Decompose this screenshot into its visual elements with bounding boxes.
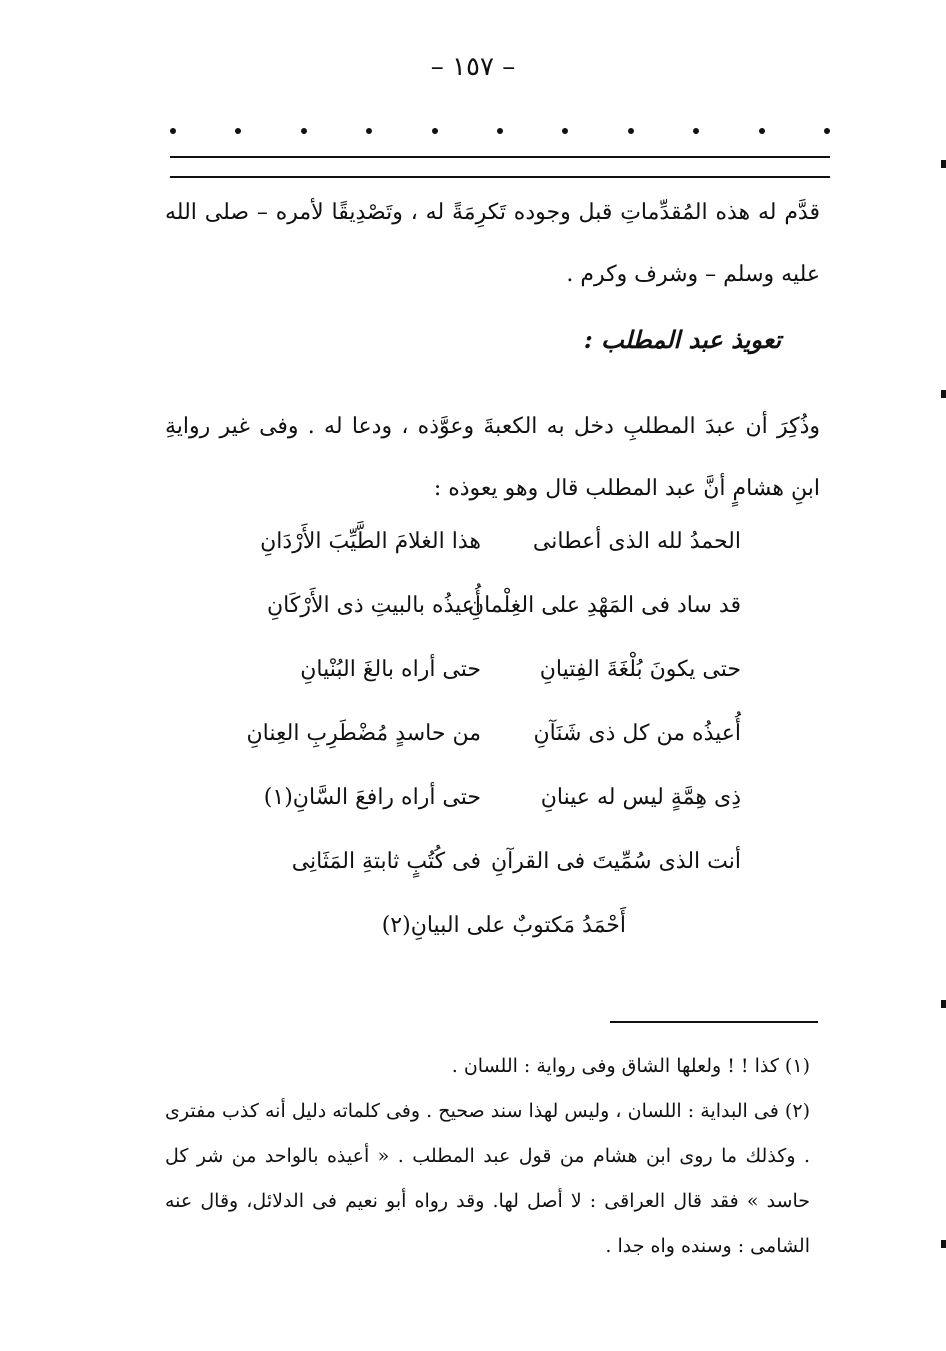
verse-hemistich-right: ذِى هِمَّةٍ ليس له عينانِ xyxy=(540,785,741,810)
verse-hemistich-left: من حاسدٍ مُضْطَرِبِ العِنانِ xyxy=(246,721,481,746)
footnotes xyxy=(165,1044,810,1269)
verse-hemistich-left: هذا الغلامَ الطَّيِّبَ الأَرْدَانِ xyxy=(260,529,481,554)
body-paragraph: وذُكِرَ أن عبدَ المطلبِ دخل به الكعبةَ وعوَّذه ، ودعا له . وفى غير روايةِ ابنِ هشامٍ أنَّ عبد المطلب قال وهو يعوذه : xyxy=(165,414,820,501)
section-heading: تعويذ عبد المطلب : xyxy=(583,325,781,354)
page-number: – ١٥٧ – xyxy=(430,52,516,82)
separator-dot xyxy=(170,128,176,134)
separator-dot xyxy=(693,128,699,134)
separator-dot xyxy=(432,128,438,134)
separator-dot xyxy=(497,128,503,134)
separator-dot xyxy=(759,128,765,134)
verse-line xyxy=(0,579,946,643)
verse-line xyxy=(0,835,946,899)
verse-line xyxy=(0,643,946,707)
footnote: (١) كذا ! ! ولعلها الشاق وفى رواية : اللسان . xyxy=(451,1055,810,1077)
footnote: (٢) فى البداية : اللسان ، وليس لهذا سند صحيح . وفى كلماته دليل أنه كذب مفترى . وكذلك ما روى ابن هشام من قول عبد المطلب . « أعيذه بالواحد من شر كل حاسد » فقد قال العراقى : لا أصل لها. وقد رواه أبو نعيم فى الدلائل، وقال عنه الشامى : وسنده واه جدا . xyxy=(165,1100,810,1257)
poem xyxy=(0,515,946,963)
verse-hemistich-right: الحمدُ لله الذى أعطانى xyxy=(532,529,741,554)
separator-dots xyxy=(170,128,830,134)
separator-dot xyxy=(562,128,568,134)
verse-line xyxy=(0,771,946,835)
footnote-rule xyxy=(610,1021,818,1023)
separator-dot xyxy=(628,128,634,134)
verse-line xyxy=(0,515,946,579)
intro-paragraph: قدَّم له هذه المُقدِّماتِ قبل وجوده تَكرِمَةً له ، وتَصْدِيقًا لأمره – صلى الله عليه وسلم – وشرف وكرم . xyxy=(165,200,820,287)
edge-mark xyxy=(941,1000,946,1008)
separator-dot xyxy=(235,128,241,134)
verse-hemistich-right: قد ساد فى المَهْدِ على الغِلْمانِ xyxy=(467,593,741,618)
separator-dot xyxy=(824,128,830,134)
verse-hemistich-right: أُعيذُه من كل ذى شَنَآنِ xyxy=(533,721,741,746)
verse-line-final xyxy=(0,899,946,963)
verse-hemistich-left: فى كُتُبٍ ثابتةِ المَثَانِى xyxy=(291,849,481,874)
verse-hemistich-left: حتى أراه رافعَ السَّانِ(١) xyxy=(263,785,481,810)
verse-hemistich-right: حتى يكونَ بُلْغَةَ الفِتيانِ xyxy=(539,657,741,682)
verse-hemistich-left: أُعيذُه بالبيتِ ذى الأَرْكَانِ xyxy=(267,593,481,618)
verse-line xyxy=(0,707,946,771)
edge-mark xyxy=(941,390,946,398)
header-rule-secondary xyxy=(170,176,830,178)
edge-mark xyxy=(941,160,946,168)
separator-dot xyxy=(366,128,372,134)
verse-hemistich-right: أنت الذى سُمِّيتَ فى القرآنِ xyxy=(491,849,741,874)
separator-dot xyxy=(301,128,307,134)
edge-mark xyxy=(941,1240,946,1248)
verse-hemistich-left: حتى أراه بالغَ البُنْيانِ xyxy=(300,657,481,682)
header-rule xyxy=(170,156,830,158)
verse-final: أَحْمَدُ مَكتوبٌ على البيانِ(٢) xyxy=(381,913,626,938)
